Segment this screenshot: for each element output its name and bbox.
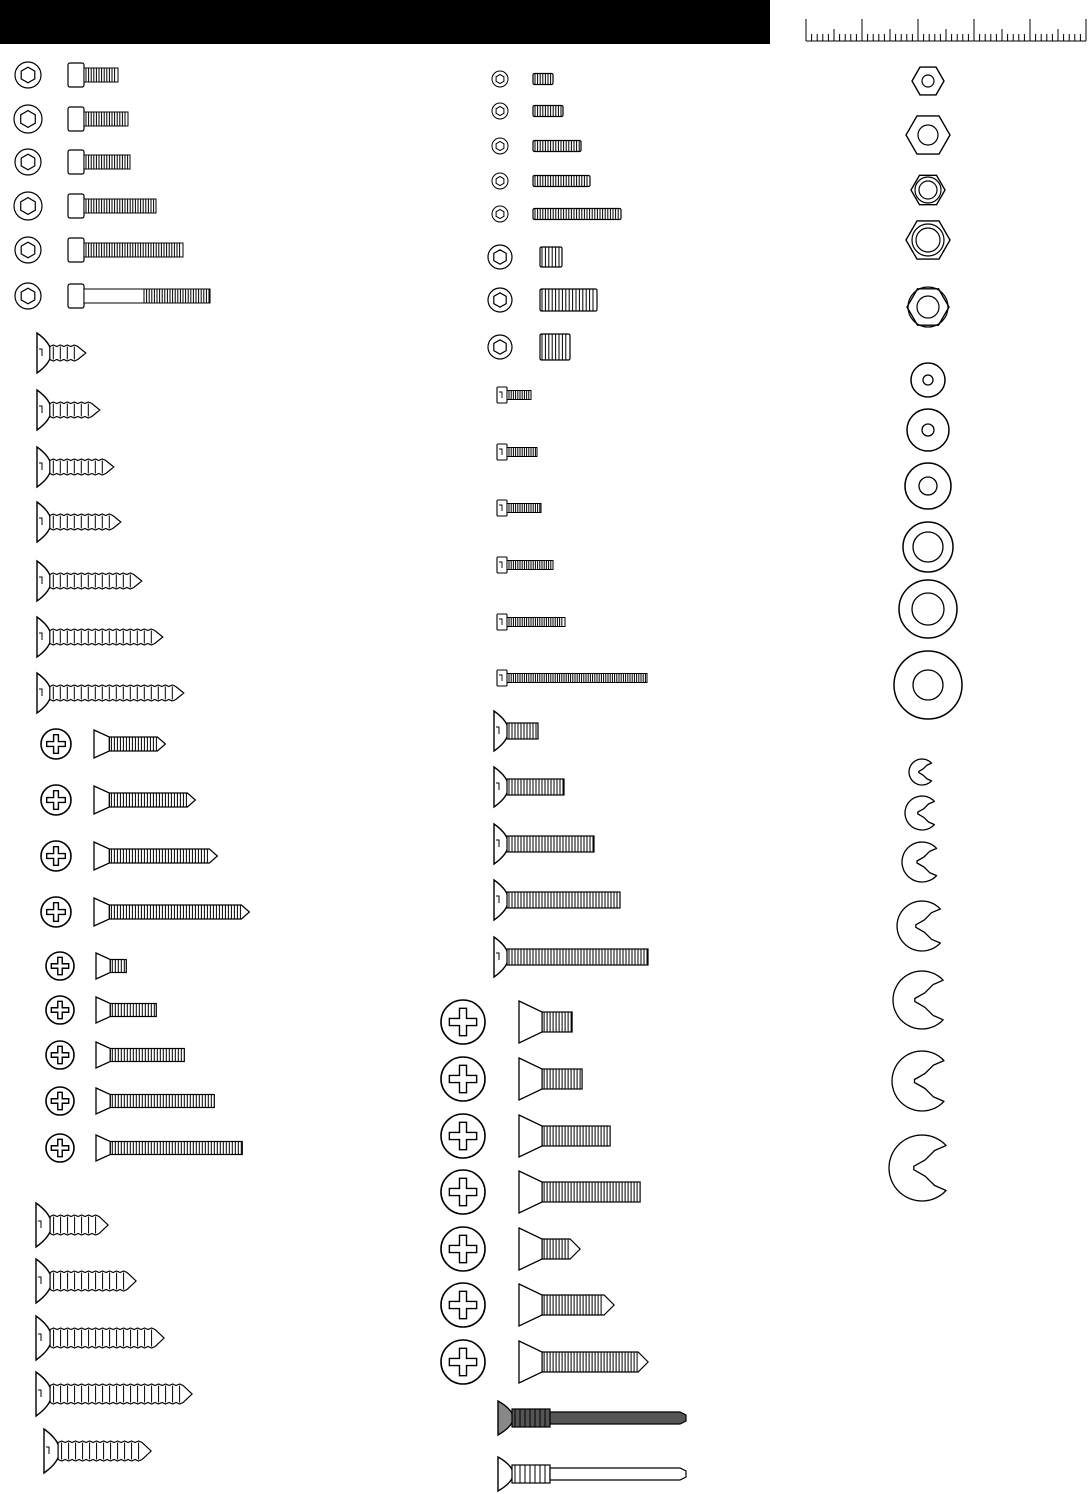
e-clip [892,1051,944,1111]
pan-head-tapping-screw [37,561,142,601]
flat-head-tapping-screw [41,785,195,815]
e-clip [909,759,932,785]
pan-head-tapping-screw-large [36,1372,192,1416]
flat-head-machine-screw [46,1087,214,1115]
flat-washer [899,580,957,638]
small-cap-screw [497,557,553,573]
flat-head-machine-screw [46,1041,184,1069]
flat-washer [911,363,945,397]
large-flat-head-screw [441,1170,640,1214]
small-cap-screw [497,387,531,403]
flat-head-machine-screw [46,1134,242,1162]
socket-cap-screw [14,192,156,220]
shoulder-bolt [498,1457,686,1491]
flat-head-machine-screw [46,996,156,1024]
large-flat-head-screw [441,1057,582,1101]
socket-cap-screw [15,62,118,88]
small-cap-screw [497,444,537,460]
pan-head-tapping-screw [37,617,163,657]
small-cap-screw [497,614,565,630]
socket-cap-screw [15,237,183,263]
pan-head-tapping-screw-large [36,1203,108,1247]
hex-nut [911,175,945,204]
socket-cap-screw [14,105,128,133]
small-cap-screw [497,670,647,686]
hex-nut [906,116,950,154]
e-clip [893,971,943,1029]
set-screw [492,71,553,87]
pan-head-machine-screw [494,880,620,920]
pan-head-tapping-screw-large [36,1259,136,1303]
pan-head-tapping-screw [37,333,86,373]
set-screw [492,173,590,189]
e-clip [897,901,940,951]
set-screw [492,138,581,154]
set-screw [492,206,621,222]
hex-nut [912,67,944,95]
e-clip [905,796,934,830]
e-clip [902,842,937,882]
pan-head-machine-screw [494,767,564,807]
large-flat-head-screw [441,1000,572,1044]
socket-cap-screw [15,149,130,175]
flat-head-tapping-screw [41,841,217,871]
set-screw [492,103,563,119]
grub-screw [488,288,597,312]
large-flat-head-screw [441,1227,580,1271]
pan-head-tapping-screw [37,502,121,542]
flat-head-tapping-screw [41,729,165,759]
socket-cap-screw [15,283,210,309]
pan-head-machine-screw [494,711,538,751]
large-flat-head-screw [441,1283,614,1327]
pan-head-machine-screw [494,824,594,864]
hex-nut [906,221,950,259]
flat-head-machine-screw [46,952,126,980]
flat-washer [903,522,953,572]
grub-screw [488,245,562,269]
flat-washer [894,651,962,719]
pan-head-tapping-screw [37,390,100,430]
pan-head-tapping-screw [37,447,114,487]
pan-head-machine-screw [494,937,648,977]
small-cap-screw [497,500,541,516]
grub-screw [488,334,570,360]
flat-washer [905,463,951,509]
flat-washer [907,409,949,451]
large-flat-head-screw [441,1340,648,1384]
pan-head-tapping-screw-large [44,1429,151,1473]
flat-head-tapping-screw [41,897,249,927]
shoulder-bolt [498,1401,686,1435]
hex-nut [907,287,949,327]
large-flat-head-screw [441,1114,610,1158]
pan-head-tapping-screw [37,673,184,713]
pan-head-tapping-screw-large [36,1316,164,1360]
e-clip [889,1135,946,1201]
